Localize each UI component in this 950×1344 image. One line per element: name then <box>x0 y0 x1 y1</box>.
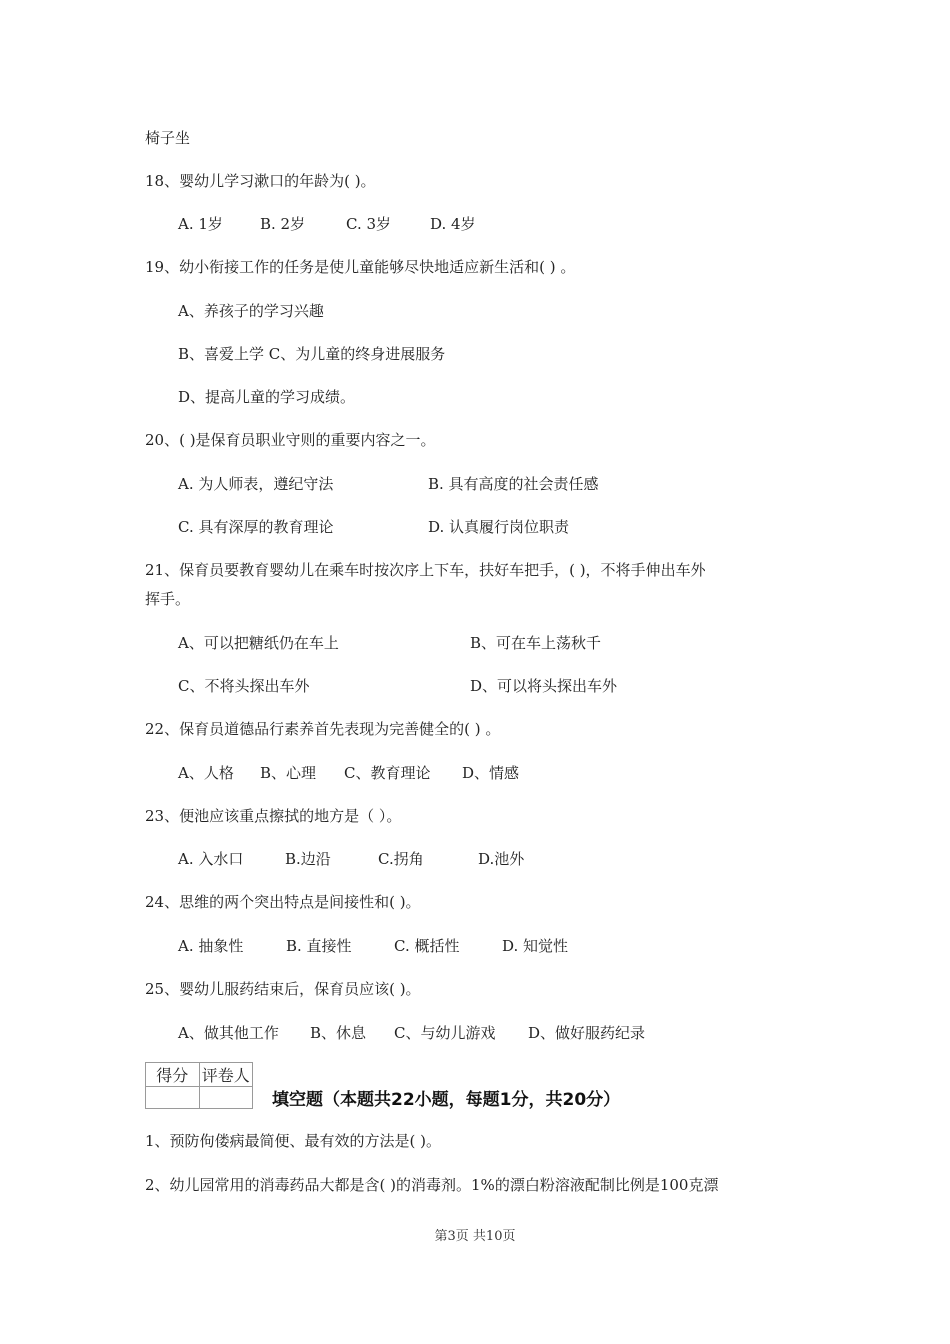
question-19-option-bc: B、喜爱上学 C、为儿童的终身进展服务 <box>178 345 446 363</box>
page-footer: 第3页 共10页 <box>434 1229 516 1244</box>
option-b: B、心理 <box>260 764 317 782</box>
option-d: D、情感 <box>462 764 520 782</box>
option-d: D、做好服药纪录 <box>528 1024 646 1042</box>
question-19-option-a: A、养孩子的学习兴趣 <box>178 302 324 320</box>
text-line: 椅子坐 <box>145 129 191 147</box>
score-cell <box>146 1087 200 1109</box>
option-c: C. 3岁 <box>346 215 392 233</box>
question-23-options <box>178 848 524 870</box>
question-21-continuation: 挥手。 <box>145 590 191 608</box>
question-21-option-d: D、可以将头探出车外 <box>470 677 618 695</box>
question-25: 25、婴幼儿服药结束后，保育员应该( )。 <box>145 980 421 998</box>
option-d: D. 知觉性 <box>502 937 569 955</box>
question-20: 20、( )是保育员职业守则的重要内容之一。 <box>145 431 436 449</box>
question-20-option-b: B. 具有高度的社会责任感 <box>428 475 599 493</box>
score-box <box>145 1062 253 1109</box>
question-19: 19、幼小衔接工作的任务是使儿童能够尽快地适应新生活和( ) 。 <box>145 258 576 276</box>
question-21: 21、保育员要教育婴幼儿在乘车时按次序上下车，扶好车把手，( )，不将手伸出车外 <box>145 561 706 579</box>
option-c: C.拐角 <box>378 850 424 868</box>
option-b: B、休息 <box>310 1024 367 1042</box>
question-21-option-c: C、不将头探出车外 <box>178 677 310 695</box>
question-19-option-d: D、提高儿童的学习成绩。 <box>178 388 356 406</box>
grader-cell <box>199 1087 253 1109</box>
question-23: 23、便池应该重点擦拭的地方是（ ）。 <box>145 807 402 825</box>
option-b: B.边沿 <box>285 850 331 868</box>
question-21-option-a: A、可以把糖纸仍在车上 <box>178 634 339 652</box>
option-a: A、人格 <box>178 764 234 782</box>
question-20-option-c: C. 具有深厚的教育理论 <box>178 518 334 536</box>
question-22-options <box>178 762 519 784</box>
fill-question-1: 1、预防佝偻病最简便、最有效的方法是( )。 <box>145 1132 442 1150</box>
option-c: C、与幼儿游戏 <box>394 1024 496 1042</box>
option-b: B. 2岁 <box>260 215 306 233</box>
question-24: 24、思维的两个突出特点是间接性和( )。 <box>145 893 421 911</box>
question-21-option-b: B、可在车上荡秋千 <box>470 634 602 652</box>
option-a: A. 1岁 <box>178 215 223 233</box>
option-d: D.池外 <box>478 850 525 868</box>
question-22: 22、保育员道德品行素养首先表现为完善健全的( ) 。 <box>145 720 501 738</box>
question-18-options <box>178 213 476 235</box>
option-a: A. 入水口 <box>178 850 244 868</box>
section-title: 填空题（本题共22小题，每题1分，共20分） <box>272 1090 621 1110</box>
question-25-options <box>178 1022 645 1044</box>
option-c: C. 概括性 <box>394 937 460 955</box>
question-20-option-d: D. 认真履行岗位职责 <box>428 518 570 536</box>
score-label: 得分 <box>146 1063 200 1087</box>
option-d: D. 4岁 <box>430 215 476 233</box>
option-c: C、教育理论 <box>344 764 431 782</box>
question-20-option-a: A. 为人师表，遵纪守法 <box>178 475 334 493</box>
grader-label: 评卷人 <box>199 1063 253 1087</box>
option-b: B. 直接性 <box>286 937 352 955</box>
option-a: A. 抽象性 <box>178 937 244 955</box>
option-a: A、做其他工作 <box>178 1024 279 1042</box>
question-24-options <box>178 935 568 957</box>
question-18: 18、婴幼儿学习漱口的年龄为( )。 <box>145 172 376 190</box>
fill-question-2: 2、幼儿园常用的消毒药品大都是含( )的消毒剂。1%的漂白粉溶液配制比例是100克漂 <box>145 1176 719 1194</box>
